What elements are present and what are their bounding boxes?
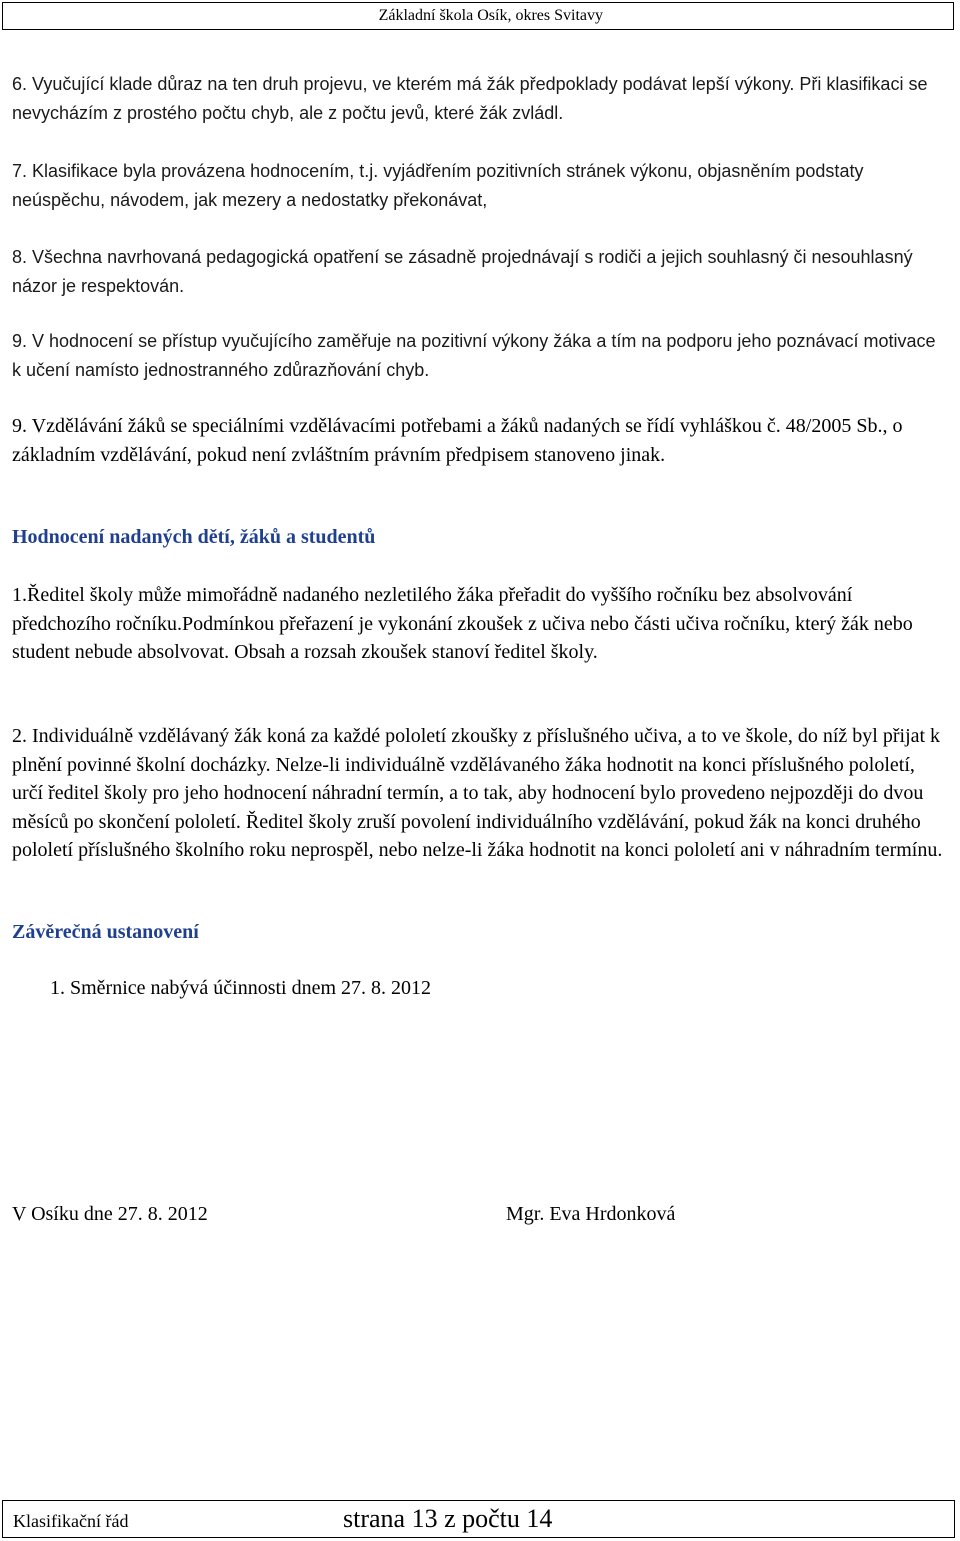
paragraph-7: 7. Klasifikace byla provázena hodnocením, t.j. vyjádřením pozitivních stránek výkonu, objasněním podstaty neúspěchu, návodem, jak mezery a nedostatky překonávat, [12,161,864,210]
page-footer [2,1500,955,1538]
signature-place-date: V Osíku dne 27. 8. 2012 [12,1203,208,1225]
page-header [2,2,954,30]
header-school-name: Základní škola Osík, okres Svitavy [378,7,603,24]
signature-name: Mgr. Eva Hrdonková [506,1203,676,1225]
final-provision-item-1: 1. Směrnice nabývá účinnosti dnem 27. 8. 2012 [50,977,432,999]
heading-final-provisions: Závěrečná ustanovení [12,921,199,943]
paragraph-6: 6. Vyučující klade důraz na ten druh projevu, ve kterém má žák předpoklady podávat lepší výkony. Při klasifikaci se nevycházím z prostého počtu chyb, ale z počtu jevů, které žák zvládl. [12,74,928,123]
footer-document-name: Klasifikační řád [13,1511,129,1531]
paragraph-9b: 9. Vzdělávání žáků se speciálními vzdělávacími potřebami a žáků nadaných se řídí vyhláškou č. 48/2005 Sb., o základním vzdělávání, pokud není zvláštním právním předpisem stanoveno jinak. [12,415,903,466]
paragraph-8: 8. Všechna navrhovaná pedagogická opatření se zásadně projednávají s rodiči a jejich souhlasný či nesouhlasný názor je respektován. [12,247,913,296]
paragraph-9a: 9. V hodnocení se přístup vyučujícího zaměřuje na pozitivní výkony žáka a tím na podporu jeho poznávací motivace k učení namísto jednostranného zdůrazňování chyb. [12,331,936,380]
paragraph-gifted-2: 2. Individuálně vzdělávaný žák koná za každé pololetí zkoušky z příslušného učiva, a to ve škole, do níž byl přijat k plnění povinné školní docházky. Nelze-li individuálně vzdělávaného žáka hodnotit na konci příslušného pololetí, určí ředitel školy pro jeho hodnocení náhradní termín, a to tak, aby hodnocení bylo provedeno nejpozději do dvou měsíců po skončení pololetí. Ředitel školy zruší povolení individuálního vzdělávání, pokud žák na konci druhého pololetí příslušného školního roku neprospěl, nebo nelze-li žáka hodnotit na konci pololetí ani v náhradním termínu. [12,725,943,861]
footer-page-number: strana 13 z počtu 14 [343,1504,553,1533]
heading-gifted-students: Hodnocení nadaných dětí, žáků a studentů [12,526,376,548]
paragraph-gifted-1: 1.Ředitel školy může mimořádně nadaného nezletilého žáka přeřadit do vyššího ročníku bez absolvování předchozího ročníku.Podmínkou přeřazení je vykonání zkoušek z učiva nebo části učiva ročníku, který žák nebo student nebude absolvovat. Obsah a rozsah zkoušek stanoví ředitel školy. [12,584,913,663]
